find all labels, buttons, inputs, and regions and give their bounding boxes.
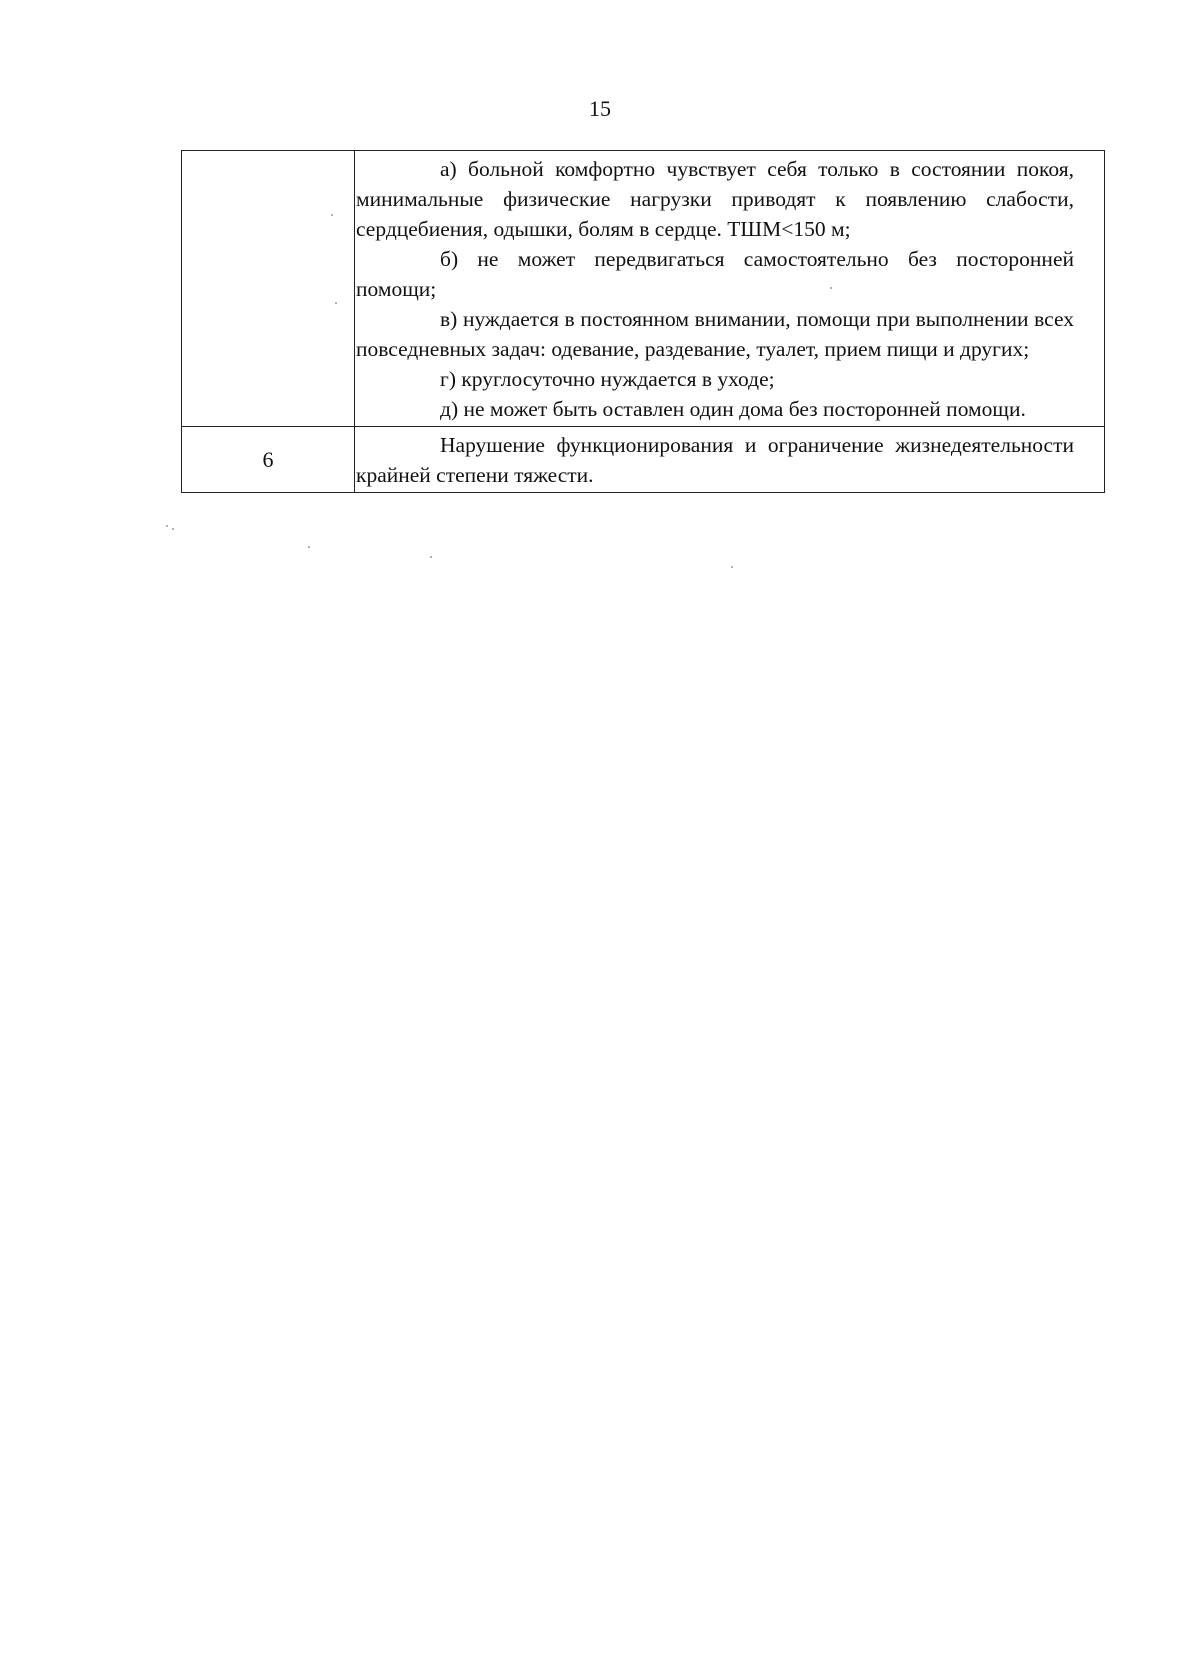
list-item-b: б) не может передвигаться самостоятельно без посторонней помощи; (356, 247, 1074, 301)
criteria-table (181, 150, 1105, 493)
row-number-cell (182, 151, 355, 427)
page-number: 15 (589, 96, 611, 121)
scan-speck (172, 528, 174, 530)
row-description-text: Нарушение функционирования и ограничение жизнедеятельности крайней степени тяжести. (356, 433, 1074, 487)
row-number-cell: 6 (182, 427, 355, 493)
scan-speck (335, 302, 337, 304)
scan-speck (166, 525, 168, 527)
table-row (182, 427, 1105, 493)
list-item-d: д) не может быть оставлен один дома без посторонней помощи. (440, 397, 1026, 421)
list-item-v: в) нуждается в постоянном внимании, помощи при выполнении всех повседневных задач: одевание, раздевание, туалет, прием пищи и других; (356, 307, 1074, 361)
row-description-cell (355, 427, 1105, 493)
scan-speck (331, 214, 333, 216)
scan-speck (430, 556, 432, 558)
row-description-cell (355, 151, 1105, 427)
list-item-a: а) больной комфортно чувствует себя только в состоянии покоя, минимальные физические нагрузки приводят к появлению слабости, сердцебиения, одышки, болям в сердце. ТШМ<150 м; (356, 157, 1074, 241)
list-item-g: г) круглосуточно нуждается в уходе; (440, 367, 775, 391)
scan-speck (830, 287, 832, 289)
scan-speck (731, 566, 733, 568)
scan-speck (308, 546, 310, 548)
table-row (182, 151, 1105, 427)
